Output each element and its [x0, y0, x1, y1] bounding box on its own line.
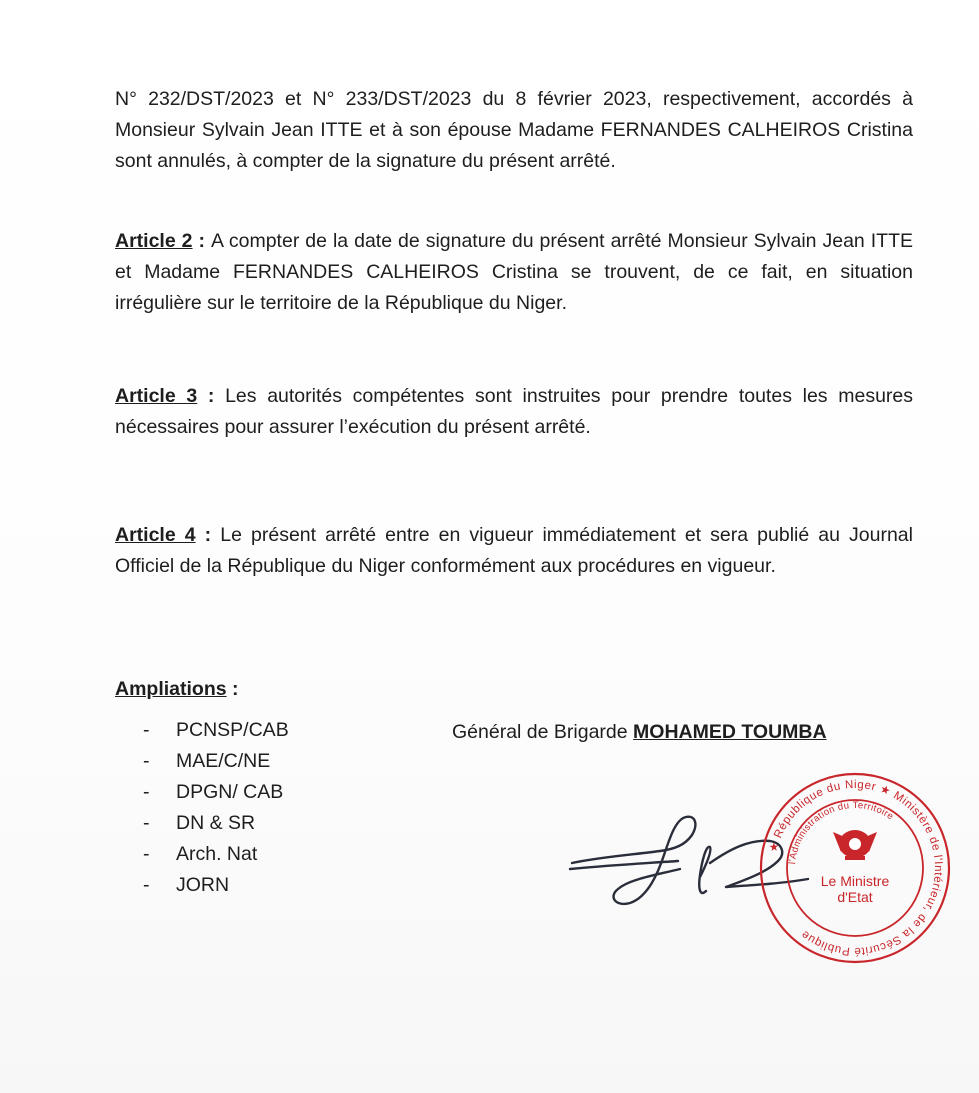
- signatory-rank: Général de Brigarde: [452, 721, 634, 743]
- list-item: [143, 746, 289, 777]
- list-item: [143, 715, 289, 746]
- intro-text: N° 232/DST/2023 et N° 233/DST/2023 du 8 février 2023, respectivement, accordés à Monsieur Sylvain Jean ITTE et à son épouse Madame FERNANDES CALHEIROS Cristina sont annulés, à compter de la signature du présent arrêté.: [115, 88, 913, 172]
- article-2-separator: :: [192, 230, 211, 252]
- article-4-separator: :: [195, 524, 221, 546]
- list-bullet: -: [143, 812, 150, 834]
- list-item-label: JORN: [176, 874, 230, 896]
- stamp-outer-text: ★ République du Niger ★ Ministère de l'Intérieur, de la Sécurité Publique: [767, 778, 945, 958]
- coat-of-arms-icon: [833, 830, 877, 860]
- article-3-text: Les autorités compétentes sont instruites pour prendre toutes les mesures nécessaires pour assurer l’exécution du présent arrêté.: [115, 385, 913, 438]
- article-3-separator: :: [197, 385, 226, 407]
- list-bullet: -: [143, 719, 150, 741]
- ampliations-title: [115, 674, 239, 705]
- article-3-heading: Article 3: [115, 385, 198, 407]
- article-4-heading: Article 4: [115, 524, 196, 546]
- list-bullet: -: [143, 874, 150, 896]
- list-bullet: -: [143, 781, 150, 803]
- signatory-line: [452, 717, 827, 748]
- list-item-label: DPGN/ CAB: [176, 781, 284, 803]
- official-stamp: [755, 768, 955, 968]
- article-2: [115, 226, 913, 319]
- list-bullet: -: [143, 843, 150, 865]
- stamp-center-line-2: d'Etat: [837, 889, 873, 905]
- signatory-name: MOHAMED TOUMBA: [633, 721, 827, 743]
- list-item: [143, 870, 289, 901]
- intro-paragraph: [115, 84, 913, 177]
- article-4-text: Le présent arrêté entre en vigueur immédiatement et sera publié au Journal Officiel de la République du Niger conformément aux procédures en vigueur.: [115, 524, 913, 577]
- list-item-label: PCNSP/CAB: [176, 719, 289, 741]
- list-item: [143, 839, 289, 870]
- list-item-label: DN & SR: [176, 812, 256, 834]
- list-item-label: MAE/C/NE: [176, 750, 271, 772]
- ampliations-label: Ampliations: [115, 678, 227, 700]
- list-bullet: -: [143, 750, 150, 772]
- article-2-text: A compter de la date de signature du présent arrêté Monsieur Sylvain Jean ITTE et Madame FERNANDES CALHEIROS Cristina se trouvent, de ce fait, en situation irrégulière sur le territoire de la République du Niger.: [115, 230, 913, 314]
- stamp-inner-text: l'Administration du Territoire: [787, 799, 896, 865]
- article-2-heading: Article 2: [115, 230, 193, 252]
- list-item: [143, 777, 289, 808]
- list-item: [143, 808, 289, 839]
- ampliations-colon: :: [226, 678, 239, 700]
- article-3: [115, 381, 913, 443]
- article-4: [115, 520, 913, 582]
- stamp-center-line-1: Le Ministre: [820, 873, 890, 889]
- list-item-label: Arch. Nat: [176, 843, 258, 865]
- ampliations-list: [143, 715, 289, 901]
